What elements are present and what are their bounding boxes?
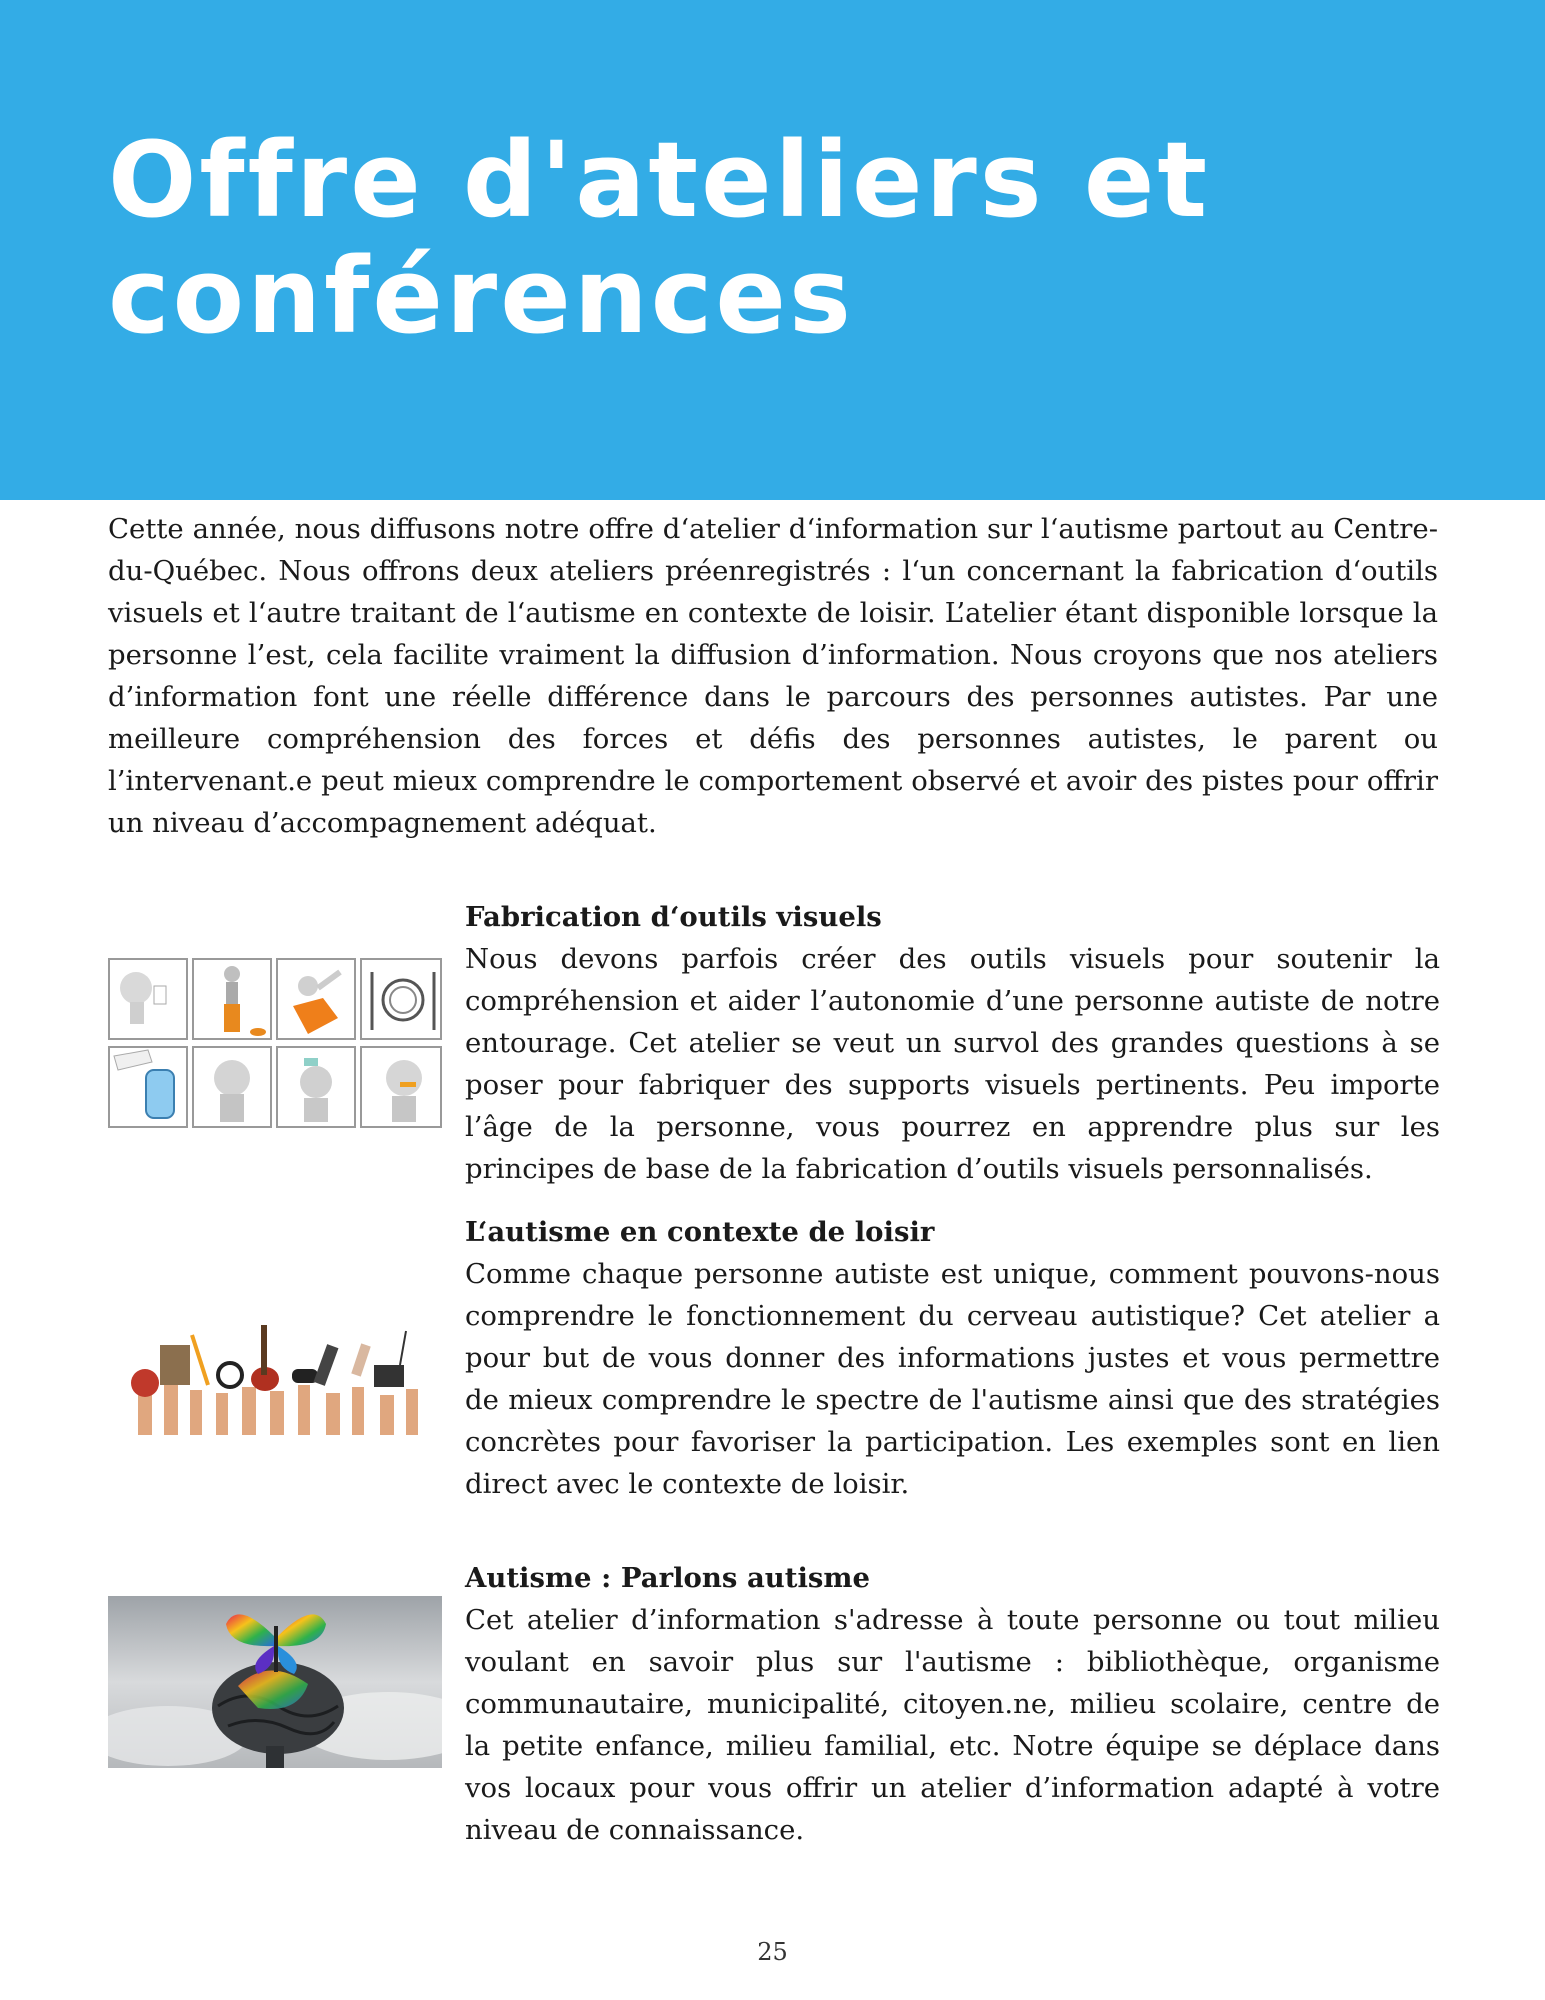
raised-hands-image (130, 1315, 430, 1435)
picto-toilet-icon (109, 1047, 187, 1127)
intro-paragraph: Cette année, nous diffusons notre offre d‘atelier d‘information sur l‘autisme partout au Centre-du-Québec. Nous offrons deux ateliers préenregistrés : l‘un concernant la fabrication d‘outils visuels et l‘autre traitant de l‘autisme en contexte de loisir. L’atelier étant disponible lorsque la personne l’est, cela facilite vraiment la diffusion d’information. Nous croyons que nos ateliers d’information font une réelle différence dans le parcours des personnes autistes. Par une meilleure compréhension des forces et défis des personnes autistes, le parent ou l’intervenant.e peut mieux comprendre le comportement observé et avoir des pistes pour offrir un niveau d’accompagnement adéquat. (108, 513, 1438, 839)
page-title-line2: conférences (108, 235, 854, 357)
picto-shirt-icon (277, 959, 355, 1039)
book-icon (160, 1345, 190, 1385)
picto-pants-icon (193, 959, 271, 1039)
ball-icon (131, 1369, 159, 1397)
section-title-loisir: L‘autisme en contexte de loisir (465, 1216, 935, 1248)
pencil-icon (192, 1335, 208, 1385)
pictogram-grid-image (108, 958, 442, 1128)
remote-control-icon (374, 1365, 404, 1387)
section-title-parlons-autisme: Autisme : Parlons autisme (465, 1562, 870, 1594)
section-body-loisir: Comme chaque personne autiste est unique, comment pouvons-nous comprendre le fonctionnement du cerveau autistique? Cet atelier a pour but de vous donner des informations justes et vous permettre de mieux comprendre le spectre de l'autisme ainsi que des stratégies concrètes pour favoriser la participation. Les exemples sont en lien direct avec le contexte de loisir. (465, 1258, 1440, 1500)
picto-plate-cutlery-icon (361, 959, 441, 1039)
section-body-outils-visuels: Nous devons parfois créer des outils visuels pour soutenir la compréhension et aider l’autonomie d’une personne autiste de notre entourage. Cet atelier se veut un survol des grandes questions à se poser pour fabriquer des supports visuels pertinents. Peu importe l’âge de la personne, vous pourrez en apprendre plus sur les principes de base de la fabrication d’outils visuels personnalisés. (465, 943, 1440, 1185)
page-number: 25 (757, 1938, 788, 1966)
section-title-outils-visuels: Fabrication d‘outils visuels (465, 901, 882, 933)
picto-cover-mouth-icon (193, 1047, 271, 1127)
finger-icon (356, 1345, 366, 1375)
page-title (108, 119, 1408, 357)
picto-brush-teeth-icon (361, 1047, 441, 1127)
headphones-icon (218, 1363, 242, 1387)
picto-brush-hair-icon (277, 1047, 355, 1127)
picto-blow-nose-icon (109, 959, 187, 1039)
page-title-line1: Offre d'ateliers et (108, 119, 1211, 241)
brain-butterfly-image (108, 1596, 442, 1768)
section-body-parlons-autisme: Cet atelier d’information s'adresse à toute personne ou tout milieu voulant en savoir plus sur l'autisme : bibliothèque, organisme communautaire, municipalité, citoyen.ne, milieu scolaire, centre de la petite enfance, milieu familial, etc. Notre équipe se déplace dans vos locaux pour vous offrir un atelier d’information adapté à votre niveau de connaissance. (465, 1604, 1440, 1846)
header-banner (0, 0, 1545, 500)
phone-icon (314, 1344, 339, 1386)
